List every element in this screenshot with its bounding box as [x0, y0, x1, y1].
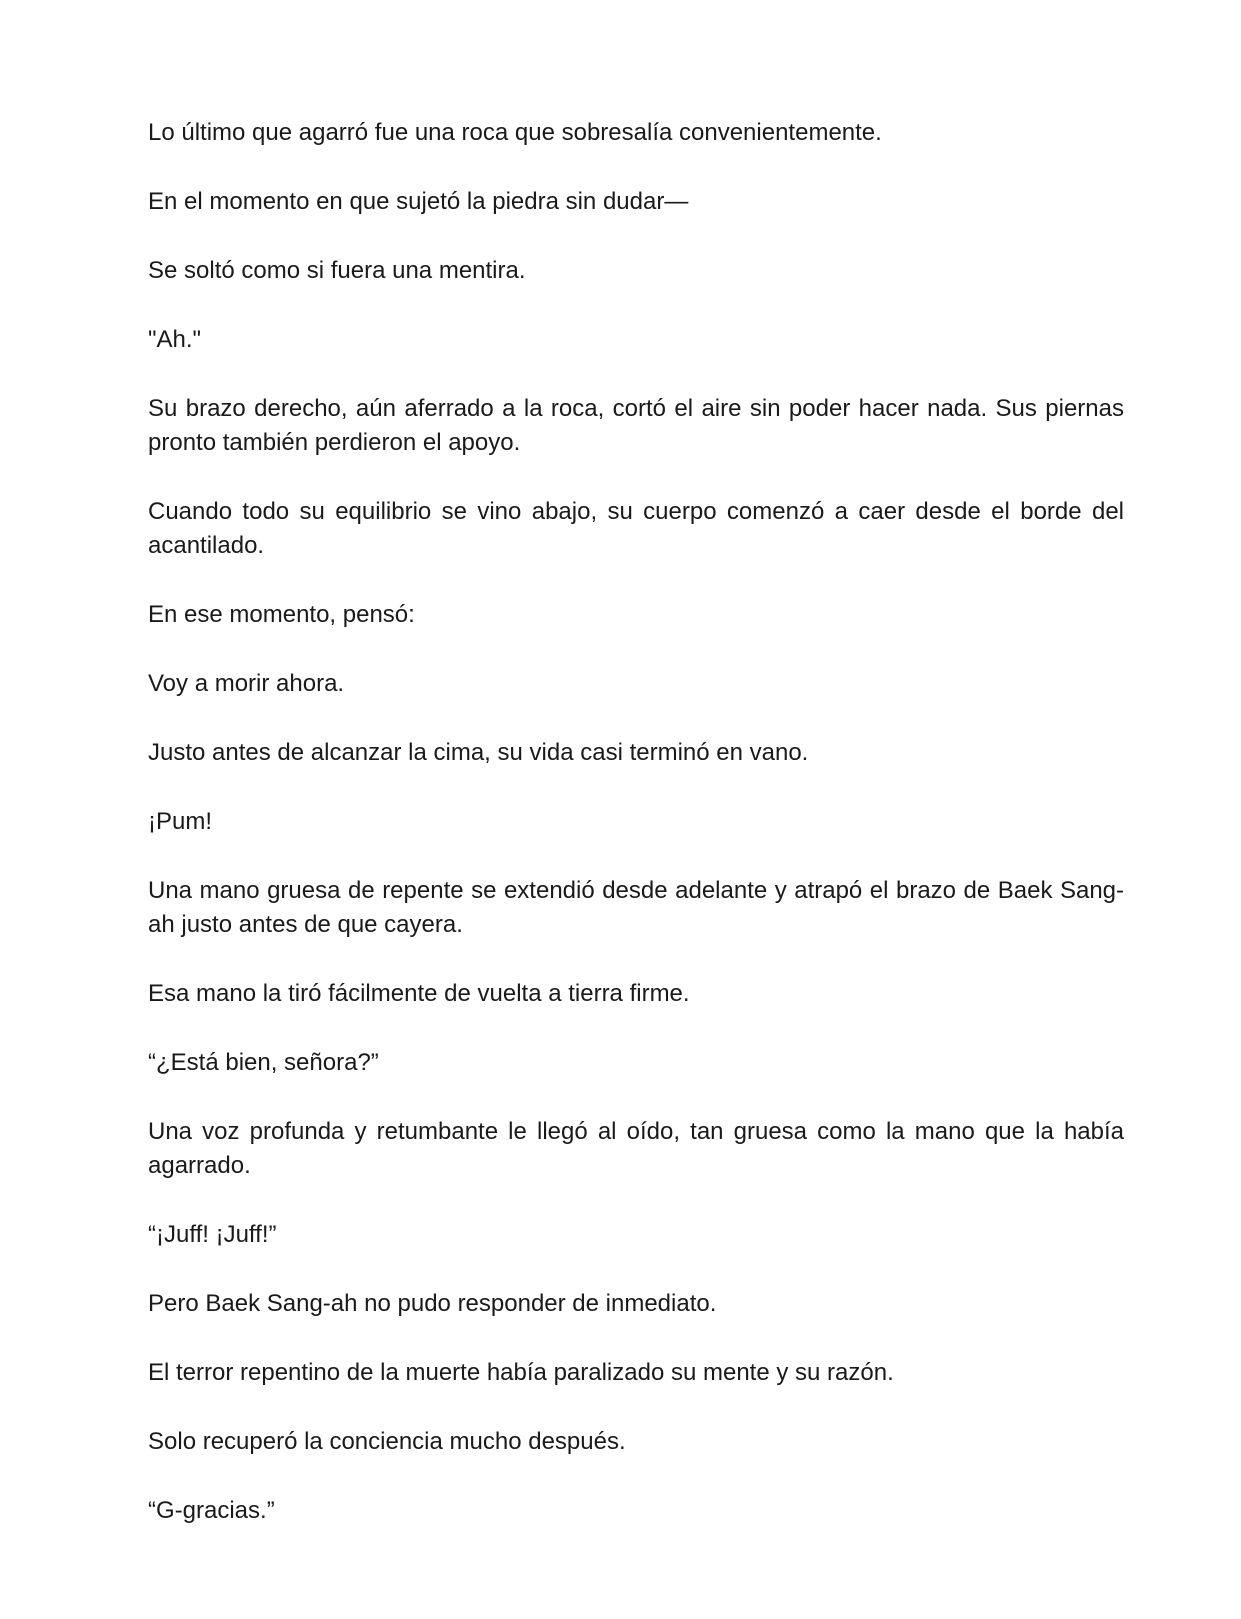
paragraph-4: "Ah." [148, 326, 202, 353]
paragraph-14: Una voz profunda y retumbante le llegó al oído, tan gruesa como la mano que la había agarrado. [148, 1118, 1124, 1179]
paragraph-6: Cuando todo su equilibrio se vino abajo, su cuerpo comenzó a caer desde el borde del acantilado. [148, 498, 1124, 559]
paragraph-8: Voy a morir ahora. [148, 670, 345, 697]
paragraph-5: Su brazo derecho, aún aferrado a la roca, cortó el aire sin poder hacer nada. Sus piernas pronto también perdieron el apoyo. [148, 395, 1124, 456]
paragraph-2: En el momento en que sujetó la piedra sin dudar— [148, 188, 689, 215]
paragraph-13: “¿Está bien, señora?” [148, 1049, 379, 1076]
paragraph-17: El terror repentino de la muerte había paralizado su mente y su razón. [148, 1359, 894, 1386]
paragraph-3: Se soltó como si fuera una mentira. [148, 257, 526, 284]
paragraph-10: ¡Pum! [148, 808, 213, 835]
paragraph-11: Una mano gruesa de repente se extendió desde adelante y atrapó el brazo de Baek Sang-ah justo antes de que cayera. [148, 877, 1124, 938]
paragraph-19: “G-gracias.” [148, 1497, 275, 1524]
paragraph-7: En ese momento, pensó: [148, 601, 415, 628]
paragraph-1: Lo último que agarró fue una roca que sobresalía convenientemente. [148, 119, 882, 146]
paragraph-12: Esa mano la tiró fácilmente de vuelta a tierra firme. [148, 980, 690, 1007]
paragraph-16: Pero Baek Sang-ah no pudo responder de inmediato. [148, 1290, 717, 1317]
paragraph-18: Solo recuperó la conciencia mucho después. [148, 1428, 626, 1455]
paragraph-9: Justo antes de alcanzar la cima, su vida casi terminó en vano. [148, 739, 809, 766]
paragraph-15: “¡Juff! ¡Juff!” [148, 1221, 277, 1248]
